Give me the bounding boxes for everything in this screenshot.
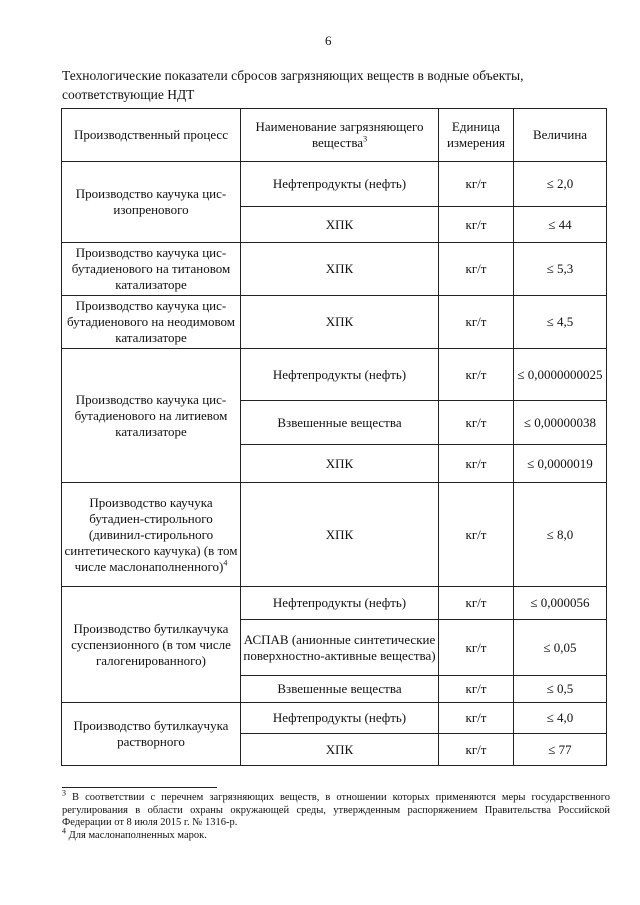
value-cell: ≤ 0,000056 xyxy=(514,587,607,620)
table-heading: Технологические показатели сбросов загрязняющих веществ в водные объекты, соответствующие НДТ xyxy=(62,68,524,102)
substance-cell: Нефтепродукты (нефть) xyxy=(241,349,439,401)
unit-cell: кг/т xyxy=(439,483,514,587)
discharge-indicators-table xyxy=(61,108,607,766)
table-row xyxy=(62,483,607,587)
process-cell: Производство каучука цис-бутадиенового на литиевом катализаторе xyxy=(62,349,241,483)
table-row xyxy=(62,243,607,296)
substance-cell: ХПК xyxy=(241,296,439,349)
table-row xyxy=(62,587,607,620)
unit-cell: кг/т xyxy=(439,243,514,296)
value-cell: ≤ 5,3 xyxy=(514,243,607,296)
value-cell: ≤ 4,0 xyxy=(514,703,607,734)
value-cell: ≤ 0,0000000025 xyxy=(514,349,607,401)
value-cell: ≤ 77 xyxy=(514,734,607,766)
unit-cell: кг/т xyxy=(439,587,514,620)
footnote-mark: 3 xyxy=(62,788,66,798)
process-cell: Производство каучука цис-бутадиенового на титановом катализаторе xyxy=(62,243,241,296)
unit-cell: кг/т xyxy=(439,296,514,349)
substance-cell: Нефтепродукты (нефть) xyxy=(241,703,439,734)
substance-cell: ХПК xyxy=(241,243,439,296)
table-row xyxy=(62,703,607,734)
value-cell: ≤ 44 xyxy=(514,207,607,243)
unit-cell: кг/т xyxy=(439,349,514,401)
substance-cell: АСПАВ (анионные синтетические поверхностно-активные вещества) xyxy=(241,620,439,676)
process-cell: Производство каучука цис-бутадиенового на неодимовом катализаторе xyxy=(62,296,241,349)
process-cell: Производство бутилкаучука растворного xyxy=(62,703,241,766)
substance-cell: Взвешенные вещества xyxy=(241,401,439,445)
value-cell: ≤ 0,0000019 xyxy=(514,445,607,483)
value-cell: ≤ 8,0 xyxy=(514,483,607,587)
unit-cell: кг/т xyxy=(439,401,514,445)
footnote-text: В соответствии с перечнем загрязняющих веществ, в отношении которых применяются меры государственного регулирования в области охраны окружающей среды, утвержденным распоряжением Правительства Российской Федерации от 8 июля 2015 г. № 1316-р. xyxy=(62,792,610,828)
process-cell: Производство каучука цис-изопренового xyxy=(62,162,241,243)
value-cell: ≤ 4,5 xyxy=(514,296,607,349)
substance-cell: Взвешенные вещества xyxy=(241,676,439,703)
header-process: Производственный процесс xyxy=(62,109,241,162)
footnote-4 xyxy=(62,826,610,843)
table-row xyxy=(62,296,607,349)
substance-cell: ХПК xyxy=(241,445,439,483)
unit-cell: кг/т xyxy=(439,734,514,766)
unit-cell: кг/т xyxy=(439,676,514,703)
unit-cell: кг/т xyxy=(439,445,514,483)
substance-cell: ХПК xyxy=(241,207,439,243)
substance-cell: ХПК xyxy=(241,734,439,766)
footnote-text: Для маслонаполненных марок. xyxy=(68,829,207,841)
value-cell: ≤ 0,5 xyxy=(514,676,607,703)
header-substance: Наименование загрязняющего вещества$^3$ xyxy=(241,109,439,162)
footnote-ref-3: 3 xyxy=(363,134,368,144)
unit-cell: кг/т xyxy=(439,620,514,676)
unit-cell: кг/т xyxy=(439,703,514,734)
table-row xyxy=(62,162,607,207)
table-header-row xyxy=(62,109,607,162)
unit-cell: кг/т xyxy=(439,162,514,207)
footnote-ref-4: 4 xyxy=(223,558,228,568)
value-cell: ≤ 0,00000038 xyxy=(514,401,607,445)
substance-cell: Нефтепродукты (нефть) xyxy=(241,162,439,207)
header-value: Величина xyxy=(514,109,607,162)
process-cell: Производство каучука бутадиен-стирольного (дивинил-стирольного синтетического каучука) (в том числе маслонаполненного)$^4$ xyxy=(62,483,241,587)
footnote-3 xyxy=(62,788,610,830)
substance-cell: ХПК xyxy=(241,483,439,587)
unit-cell: кг/т xyxy=(439,207,514,243)
footnote-separator xyxy=(62,787,217,788)
footnotes xyxy=(62,788,610,842)
process-cell: Производство бутилкаучука суспензионного (в том числе галогенированного) xyxy=(62,587,241,703)
footnote-mark: 4 xyxy=(62,826,66,835)
substance-cell: Нефтепродукты (нефть) xyxy=(241,587,439,620)
page-number: 6 xyxy=(325,33,332,48)
value-cell: ≤ 0,05 xyxy=(514,620,607,676)
value-cell: ≤ 2,0 xyxy=(514,162,607,207)
header-unit: Единица измерения xyxy=(439,109,514,162)
table-row xyxy=(62,349,607,401)
